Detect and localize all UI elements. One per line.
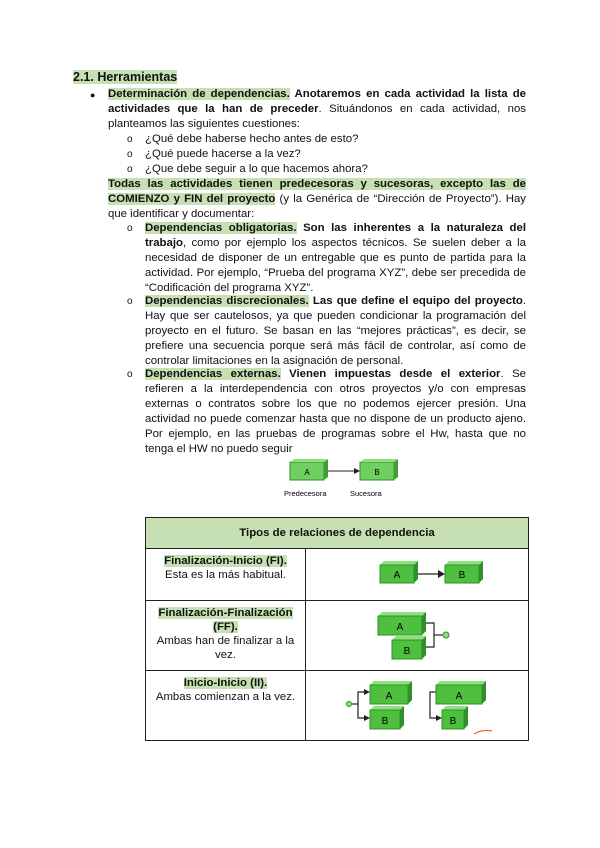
bold-text: Son las inherentes a la naturaleza del trabajo [145, 222, 526, 249]
bold-text: Anotaremos en cada actividad la lista de actividades que la han de preceder [108, 88, 526, 115]
table-row [146, 601, 529, 671]
diagram-ii [306, 671, 529, 741]
highlighted-term: Dependencias obligatorias. [145, 222, 297, 234]
questions-list [145, 132, 525, 177]
body-text: (y la Genérica de “Dirección de Proyecto”). Hay que identificar y documentar: [108, 193, 526, 220]
box-a-label: A [393, 569, 401, 581]
question-item: o ¿Qué puede hacerse a la vez? [145, 147, 525, 162]
box-b-label: B [381, 715, 389, 727]
table-header: Tipos de relaciones de dependencia [146, 518, 529, 549]
bullet-disc: ● [90, 90, 96, 100]
body-text: , como por ejemplo los aspectos técnicos. Se suelen deber a la necesidad de disponer de un entregable que es punto de partida para la actividad. Por ejemplo, “Prueba del programa XYZ”, debe ser precedida de “Codificación del programa XYZ”. [145, 237, 526, 294]
highlighted-term: Determinación de dependencias. [108, 88, 290, 100]
label-sucesora: Sucesora [350, 489, 382, 498]
highlighted-term: Dependencias discrecionales. [145, 295, 309, 307]
svg-text:B: B [374, 468, 380, 477]
item-determinacion [108, 87, 526, 132]
highlighted-term: Todas las actividades tienen predecesoras y sucesoras, excepto las de COMIENZO y FIN del proyecto [108, 178, 526, 205]
label-predecesora: Predecesora [284, 489, 327, 498]
row-title: Finalización-Inicio (FI). [164, 555, 287, 567]
item-dependencias-discrecionales [145, 294, 526, 369]
row-title: Inicio-Inicio (II). [183, 677, 268, 689]
bold-text: Vienen impuestas desde el exterior [280, 368, 501, 380]
table-row [146, 549, 529, 601]
highlighted-term: Dependencias externas. [145, 368, 281, 380]
question-item: o ¿Qué debe haberse hecho antes de esto? [145, 132, 525, 147]
body-text: . Hay que ser cautelosos, ya que pueden condicionar la programación del proyecto en el futuro. Se basan en las “mejores prácticas”, es decir, se prefiere una secuencia porque será más fácil de controlar, así como de controlar limitaciones en la asignación de personal. [145, 295, 526, 367]
diagram-ff [306, 601, 529, 671]
row-label [146, 671, 306, 741]
box-a-label: A [385, 690, 393, 702]
bullet-circle: o [127, 369, 133, 380]
row-label [146, 601, 306, 671]
item-dependencias-externas [145, 367, 526, 457]
box-sucesora [360, 459, 398, 480]
box-b-label: B [449, 715, 457, 727]
diagram-fi [306, 549, 529, 601]
row-description: Esta es la más habitual. [165, 569, 286, 581]
paragraph-predecesoras [108, 177, 526, 222]
bullet-circle: o [127, 223, 133, 234]
bold-text: Las que define el equipo del proyecto [308, 295, 523, 307]
svg-text:A: A [304, 468, 310, 477]
body-text: . Situándonos en cada actividad, nos planteamos las siguientes cuestiones: [108, 103, 526, 130]
pen-mark [474, 730, 492, 734]
box-predecesora [290, 459, 328, 480]
question-item: o ¿Que debe seguir a lo que hacemos ahora? [145, 162, 525, 177]
row-description: Ambas han de finalizar a la vez. [156, 635, 295, 661]
section-title: 2.1. Herramientas [73, 70, 178, 84]
item-dependencias-obligatorias [145, 221, 526, 296]
row-description: Ambas comienzan a la vez. [155, 691, 296, 703]
dependency-types-table [145, 517, 529, 741]
box-b-label: B [403, 645, 411, 657]
body-text: . Se refieren a la interdependencia con otros proyectos y/o con empresas externas o contratos sobre los que no podemos ejercer presión. Una actividad no puede comenzar hasta que no dispone de un producto ajeno. Por ejemplo, en las pruebas de programas sobre el Hw, hasta que no tenga el HW no puedo seguir [145, 368, 527, 455]
box-b-label: B [458, 569, 466, 581]
table-row [146, 671, 529, 741]
row-label [146, 549, 306, 601]
row-title: Finalización-Finalización (FF). [158, 607, 293, 633]
predecessor-successor-diagram [280, 456, 410, 502]
arrow-head [354, 468, 360, 474]
bullet-circle: o [127, 296, 133, 307]
box-a-label: A [455, 690, 463, 702]
box-a-label: A [396, 621, 404, 633]
